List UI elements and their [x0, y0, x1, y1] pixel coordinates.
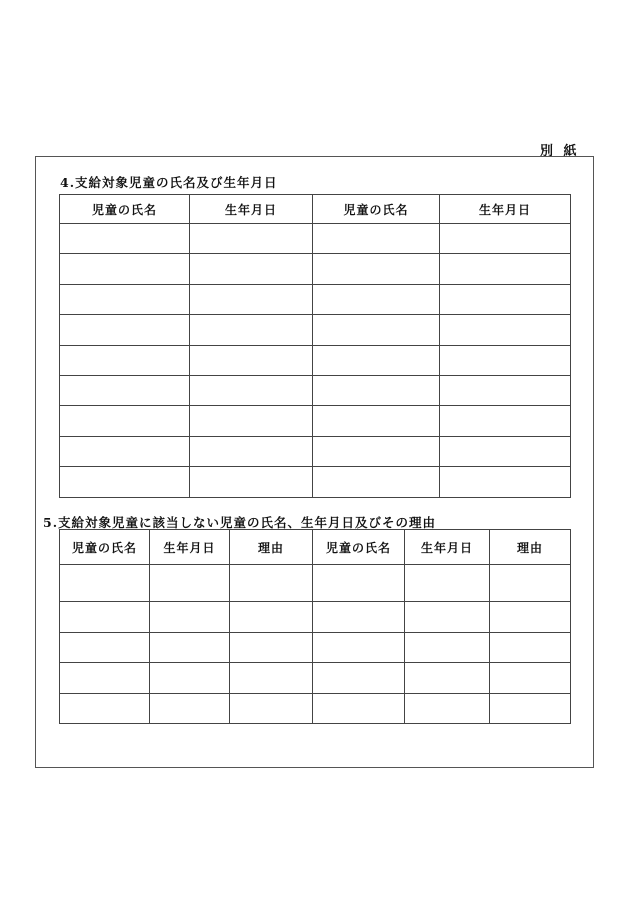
section4-cell[interactable] [440, 345, 571, 375]
section4-cell[interactable] [190, 254, 313, 284]
section4-cell[interactable] [190, 375, 313, 405]
section4-cell[interactable] [440, 284, 571, 314]
section5-cell[interactable] [230, 693, 313, 724]
section4-cell[interactable] [313, 345, 440, 375]
section4-cell[interactable] [60, 224, 190, 254]
section5-cell[interactable] [405, 565, 490, 602]
section5-header-reason-1: 理由 [230, 530, 313, 565]
section5-cell[interactable] [490, 663, 571, 694]
section5-row [60, 693, 571, 724]
section5-cell[interactable] [490, 693, 571, 724]
section5-row [60, 632, 571, 663]
section4-cell[interactable] [190, 436, 313, 466]
section5-cell[interactable] [313, 602, 405, 633]
section5-header-birthdate-1: 生年月日 [150, 530, 230, 565]
section5-cell[interactable] [150, 632, 230, 663]
section4-cell[interactable] [313, 375, 440, 405]
section4-cell[interactable] [440, 224, 571, 254]
section5-cell[interactable] [313, 693, 405, 724]
section4-cell[interactable] [190, 345, 313, 375]
section5-header-reason-2: 理由 [490, 530, 571, 565]
section4-cell[interactable] [440, 436, 571, 466]
section5-cell[interactable] [150, 693, 230, 724]
section5-header-birthdate-2: 生年月日 [405, 530, 490, 565]
section4-cell[interactable] [60, 375, 190, 405]
section5-cell[interactable] [230, 632, 313, 663]
section4-cell[interactable] [190, 315, 313, 345]
section4-cell[interactable] [60, 315, 190, 345]
section4-row [60, 467, 571, 497]
section4-cell[interactable] [313, 467, 440, 497]
section5-cell[interactable] [490, 565, 571, 602]
section5-cell[interactable] [60, 632, 150, 663]
section4-cell[interactable] [313, 224, 440, 254]
section4-heading: 4.支給対象児童の氏名及び生年月日 [60, 175, 278, 190]
section5-cell[interactable] [405, 663, 490, 694]
section5-header-child-name-2: 児童の氏名 [313, 530, 405, 565]
section4-row [60, 224, 571, 254]
section5-cell[interactable] [313, 565, 405, 602]
section4-cell[interactable] [313, 315, 440, 345]
section5-cell[interactable] [150, 663, 230, 694]
section4-header-birthdate-1: 生年月日 [190, 195, 313, 224]
section5-cell[interactable] [60, 602, 150, 633]
section5-row [60, 602, 571, 633]
section4-cell[interactable] [60, 436, 190, 466]
section4-cell[interactable] [440, 406, 571, 436]
section4-cell[interactable] [190, 284, 313, 314]
section4-header-row [60, 195, 571, 224]
section4-header-child-name-1: 児童の氏名 [60, 195, 190, 224]
section4-header-birthdate-2: 生年月日 [440, 195, 571, 224]
section5-header-row [60, 530, 571, 565]
section5-cell[interactable] [490, 602, 571, 633]
section5-cell[interactable] [313, 632, 405, 663]
section4-cell[interactable] [190, 467, 313, 497]
section4-cell[interactable] [440, 467, 571, 497]
section4-cell[interactable] [440, 315, 571, 345]
section4-cell[interactable] [190, 224, 313, 254]
section4-cell[interactable] [313, 254, 440, 284]
section4-cell[interactable] [440, 254, 571, 284]
section4-cell[interactable] [60, 467, 190, 497]
section4-cell[interactable] [60, 406, 190, 436]
section4-header-child-name-2: 児童の氏名 [313, 195, 440, 224]
section4-cell[interactable] [313, 284, 440, 314]
section4-row [60, 284, 571, 314]
section5-cell[interactable] [230, 565, 313, 602]
section5-table [59, 529, 571, 724]
section5-row [60, 565, 571, 602]
attachment-label: 別 紙 [540, 144, 580, 159]
section4-row [60, 315, 571, 345]
section4-cell[interactable] [440, 375, 571, 405]
section5-cell[interactable] [313, 663, 405, 694]
section5-cell[interactable] [60, 663, 150, 694]
section4-row [60, 375, 571, 405]
section5-header-child-name-1: 児童の氏名 [60, 530, 150, 565]
section5-cell[interactable] [230, 663, 313, 694]
section4-row [60, 436, 571, 466]
section4-cell[interactable] [313, 436, 440, 466]
section5-cell[interactable] [405, 693, 490, 724]
section5-cell[interactable] [150, 602, 230, 633]
section5-cell[interactable] [60, 693, 150, 724]
section4-cell[interactable] [60, 345, 190, 375]
section4-row [60, 345, 571, 375]
section5-cell[interactable] [60, 565, 150, 602]
section4-cell[interactable] [190, 406, 313, 436]
section4-cell[interactable] [60, 254, 190, 284]
section4-row [60, 406, 571, 436]
section4-table [59, 194, 571, 498]
section5-cell[interactable] [405, 632, 490, 663]
section4-cell[interactable] [313, 406, 440, 436]
section5-cell[interactable] [490, 632, 571, 663]
section5-heading: 5.支給対象児童に該当しない児童の氏名、生年月日及びその理由 [43, 515, 437, 530]
section5-cell[interactable] [405, 602, 490, 633]
section4-cell[interactable] [60, 284, 190, 314]
section4-row [60, 254, 571, 284]
section5-cell[interactable] [150, 565, 230, 602]
section5-cell[interactable] [230, 602, 313, 633]
section5-row [60, 663, 571, 694]
